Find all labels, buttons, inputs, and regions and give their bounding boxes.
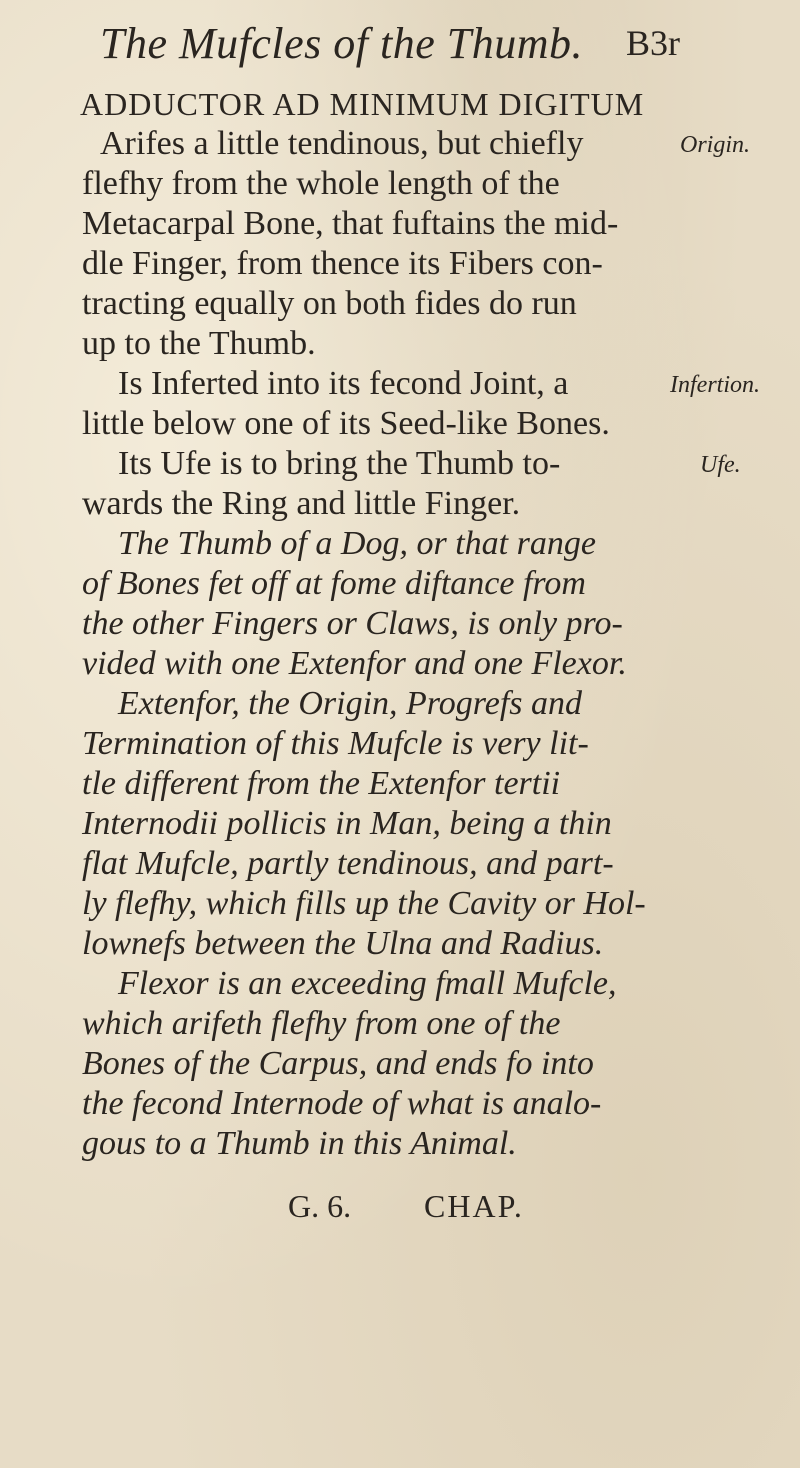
text-line: Its Ufe is to bring the Thumb to- [118,445,561,482]
text-line: flat Mufcle, partly tendinous, and part- [82,845,614,882]
text-line: Internodii pollicis in Man, being a thin [82,805,612,842]
running-title: The Mufcles of the Thumb. [100,19,584,68]
text-line: up to the Thumb. [82,325,316,362]
text-line: the fecond Internode of what is analo- [82,1085,602,1122]
page-number: B3r [626,23,680,63]
text-line: tracting equally on both fides do run [82,285,577,322]
margin-note-insertion: Infertion. [670,372,760,398]
text-line: Flexor is an exceeding fmall Mufcle, [118,965,617,1002]
margin-note-origin: Origin. [680,132,751,158]
text-line: flefhy from the whole length of the [82,165,560,202]
signature-mark: G. 6. [288,1188,352,1224]
text-line: Bones of the Carpus, and ends fo into [82,1045,594,1082]
catchword: CHAP. [424,1188,524,1224]
text-line: Arifes a little tendinous, but chiefly [100,125,584,162]
text-line: of Bones fet off at fome diftance from [82,565,586,602]
text-line: Extenfor, the Origin, Progrefs and [118,685,582,722]
text-line: gous to a Thumb in this Animal. [82,1125,517,1162]
page-footer [0,1188,800,1238]
text-line: little below one of its Seed-like Bones. [82,405,610,442]
text-line: Is Inferted into its fecond Joint, a [118,365,569,402]
section-heading: ADDUCTOR AD MINIMUM DIGITUM [80,86,645,122]
text-line: lownefs between the Ulna and Radius. [82,925,604,962]
text-line: Termination of this Mufcle is very lit- [82,725,589,762]
text-line: dle Finger, from thence its Fibers con- [82,245,603,282]
page-header [100,18,680,68]
text-line: Metacarpal Bone, that fuftains the mid- [82,205,619,242]
margin-note-use: Ufe. [700,452,741,478]
text-line: ly flefhy, which fills up the Cavity or Hol- [82,885,646,922]
text-line: vided with one Extenfor and one Flexor. [82,645,627,682]
text-line: wards the Ring and little Finger. [82,485,521,522]
text-line: The Thumb of a Dog, or that range [118,525,596,562]
text-line: which arifeth flefhy from one of the [82,1005,561,1042]
text-line: the other Fingers or Claws, is only pro- [82,605,623,642]
text-line: tle different from the Extenfor tertii [82,765,561,802]
